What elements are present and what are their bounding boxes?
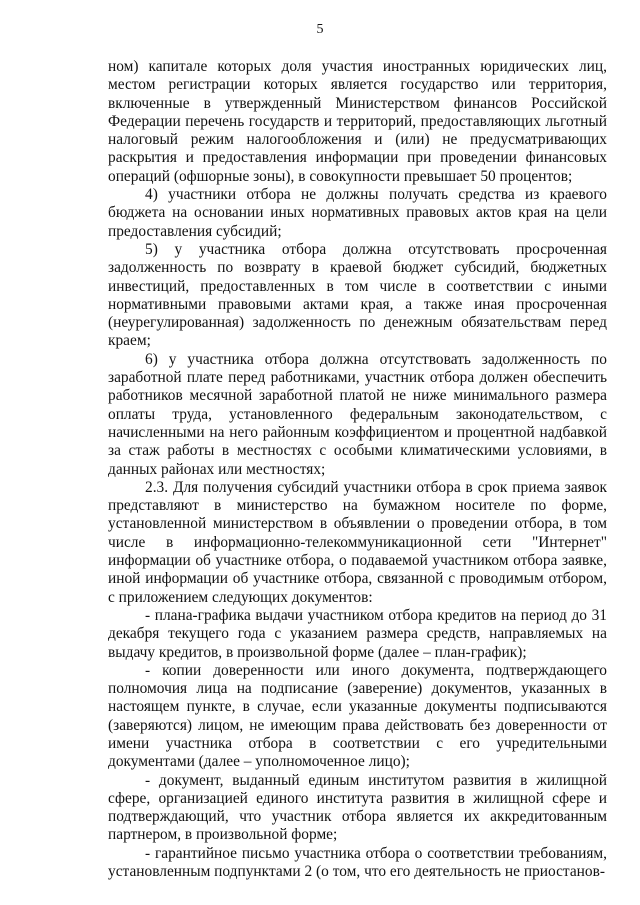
paragraph-item-6: 6) у участника отбора должна отсутствовать задолженность по заработной плате перед работниками, участник отбора должен обеспечить работников месячной заработной платой не ниже минимального размера оплаты труда, установленного федеральным законодательством, с начисленными на него районным коэффициентом и процентной надбавкой за стаж работы в местностях с особыми климатическими условиями, в данных районах или местностях; — [108, 350, 607, 478]
page-number: 5 — [316, 22, 324, 37]
list-item-guarantee-letter: - гарантийное письмо участника отбора о соответствии требованиям, установленным подпунктами 2 (о том, что его деятельность не приостанов- — [108, 844, 607, 881]
document-body — [108, 58, 607, 881]
list-item-power-of-attorney: - копии доверенности или иного документа, подтверждающего полномочия лица на подписание (заверение) документов, указанных в настоящем пункте, в случае, если указанные документы подписываются (заверяются) лицом, не имеющим права действовать без доверенности от имени участника отбора в соответствии с его учредительными документами (далее – уполномоченное лицо); — [108, 661, 607, 771]
paragraph-item-5: 5) у участника отбора должна отсутствовать просроченная задолженность по возврату в краевой бюджет субсидий, бюджетных инвестиций, предоставленных в том числе в соответствии с иными нормативными правовыми актами края, а также иная просроченная (неурегулированная) задолженность по денежным обязательствам перед краем; — [108, 240, 607, 350]
paragraph-item-4: 4) участники отбора не должны получать средства из краевого бюджета на основании иных нормативных правовых актов края на цели предоставления субсидий; — [108, 186, 607, 240]
paragraph-2-3: 2.3. Для получения субсидий участники отбора в срок приема заявок представляют в министерство на бумажном носителе по форме, установленной министерством в объявлении о проведении отбора, в том числе в информационно-телекоммуникационной сети "Интернет" информации об участнике отбора, о подаваемой участником отбора заявке, иной информации об участнике отбора, связанной с проводимым отбором, с приложением следующих документов: — [108, 478, 607, 606]
list-item-plan-schedule: - плана-графика выдачи участником отбора кредитов на период до 31 декабря текущего года с указанием размера средств, направляемых на выдачу кредитов, в произвольной форме (далее – план-график); — [108, 606, 607, 661]
list-item-accreditation-document: - документ, выданный единым институтом развития в жилищной сфере, организацией единого института развития в жилищной сфере и подтверждающий, что участник отбора является их аккредитованным партнером, в произвольной форме; — [108, 771, 607, 844]
paragraph-continuation: ном) капитале которых доля участия иностранных юридических лиц, местом регистрации которых является государство или территория, включенные в утвержденный Министерством финансов Российской Федерации перечень государств и территорий, предоставляющих льготный налоговый режим налогообложения и (или) не предусматривающих раскрытия и предоставления информации при проведении финансовых операций (офшорные зоны), в совокупности превышает 50 процентов; — [108, 58, 607, 185]
